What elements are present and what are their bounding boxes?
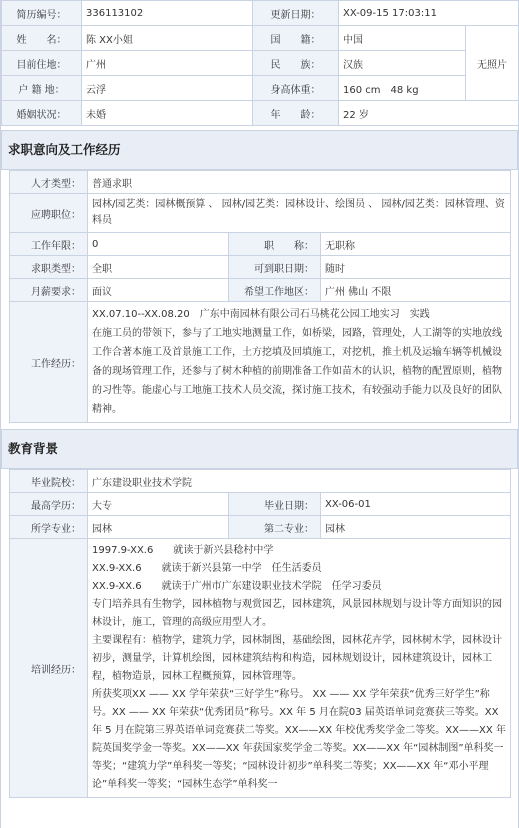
training-line: 主要课程有：植物学，建筑力学，园林制图，基础绘图，园林花卉学，园林树木学，园林设计初步，测量学，计算机绘图，园林建筑结构和构造，园林规划设计，园林建筑设计，园林工程，植物造景，园林工程概预算，园林管理等。 [92, 635, 502, 682]
school-value: 广东建设职业技术学院 [88, 470, 511, 493]
marital-value: 未婚 [82, 101, 253, 126]
job-type-value: 全职 [88, 256, 229, 279]
job-title-label: 职 称： [229, 233, 321, 256]
years-value: 0 [88, 233, 229, 256]
training-line: 专门培养具有生物学，园林植物与观赏园艺，园林建筑，风景园林规划与设计等方面知识的园林设计，施工，管理的高级应用型人才。 [92, 599, 502, 628]
name-value: 陈 XX小姐 [82, 26, 253, 51]
resume-no-label: 简历编号： [2, 1, 82, 26]
job-title-value: 无职称 [321, 233, 511, 256]
training-label: 培训经历： [10, 539, 88, 798]
job-table [9, 170, 511, 423]
major-value: 园林 [88, 516, 229, 539]
marital-label: 婚姻状况： [2, 101, 82, 126]
nationality-value: 中国 [339, 26, 466, 51]
updated-label: 更新日期： [253, 1, 339, 26]
hukou-value: 云浮 [82, 76, 253, 101]
major-label: 所学专业： [10, 516, 88, 539]
degree-value: 大专 [88, 493, 229, 516]
training-line: XX.9-XX.6 就读于新兴县第一中学 任生活委员 [92, 563, 322, 574]
experience-label: 工作经历： [10, 302, 88, 423]
education-table [9, 469, 511, 798]
nationality-label: 国 籍： [253, 26, 339, 51]
available-label: 可到职日期： [229, 256, 321, 279]
applied-value: 园林/园艺类：园林概预算 、 园林/园艺类：园林设计、绘图员 、 园林/园艺类：园林管理、资料员 [88, 194, 511, 233]
job-type-label: 求职类型： [10, 256, 88, 279]
grad-value: XX-06-01 [321, 493, 511, 516]
age-label: 年 龄： [253, 101, 339, 126]
training-line: 1997.9-XX.6 就读于新兴县稔村中学 [92, 545, 274, 556]
talent-type-label: 人才类型： [10, 171, 88, 194]
talent-type-value: 普通求职 [88, 171, 511, 194]
section-title-education: 教育背景 [1, 429, 518, 469]
training-value [88, 539, 511, 798]
location-label: 希望工作地区： [229, 279, 321, 302]
basic-info-table [1, 0, 519, 126]
resume-no-value: 336113102 [82, 1, 253, 26]
experience-value [88, 302, 511, 423]
height-weight-label: 身高体重： [253, 76, 339, 101]
training-line: 所获奖项XX —— XX 学年荣获“三好学生”称号。 XX —— XX 学年荣获“优秀三好学生”称号。XX —— XX 年荣获“优秀团员”称号。XX 年 5 月在院03 届英语单词竞赛获三等奖。XX 年 5 月在院第三界英语单词竞赛获二等奖。XX——XX 年校优秀奖学金二等奖。XX——XX 年院英国奖学金一等奖。XX——XX 年获国家奖学金二等奖。XX——XX 年“园林制图”单科奖一等奖；“建筑力学”单科奖一等奖；“园林设计初步”单科奖二等奖；XX——XX 年“邓小平理论”单科奖一等奖；“园林生态学”单科奖一 [92, 689, 506, 790]
ethnicity-value: 汉族 [339, 51, 466, 76]
degree-label: 最高学历： [10, 493, 88, 516]
updated-value: XX-09-15 17:03:11 [339, 1, 519, 26]
residence-value: 广州 [82, 51, 253, 76]
applied-label: 应聘职位： [10, 194, 88, 233]
second-major-label: 第二专业： [229, 516, 321, 539]
salary-value: 面议 [88, 279, 229, 302]
age-value: 22 岁 [339, 101, 519, 126]
height-weight-value: 160 cm 48 kg [339, 76, 466, 101]
residence-label: 目前住地： [2, 51, 82, 76]
training-line: XX.9-XX.6 就读于广州市广东建设职业技术学院 任学习委员 [92, 581, 382, 592]
name-label: 姓 名： [2, 26, 82, 51]
experience-line: 在施工员的带领下，参与了工地实地测量工作，如桥梁，园路，管理处，人工湖等的实地放线工作合著本施工及首景施工工作，土方挖填及回填施工，对挖机，推土机及运输车辆等机械设备的现场管理工作，还参与了树木种植的前期准备工作如苗木的认识，植物的配置原则，植物的习性等。能虚心与工地施工技术人员交流，探讨施工技术，有较强动手能力以及良好的团队精神。 [92, 328, 502, 415]
available-value: 随时 [321, 256, 511, 279]
school-label: 毕业院校： [10, 470, 88, 493]
photo-placeholder: 无照片 [466, 26, 519, 101]
second-major-value: 园林 [321, 516, 511, 539]
grad-label: 毕业日期： [229, 493, 321, 516]
section-title-job: 求职意向及工作经历 [1, 130, 518, 170]
experience-line: XX.07.10--XX.08.20 广东中南园林有限公司石马桃花公园工地实习 实践 [92, 309, 430, 320]
location-value: 广州 佛山 不限 [321, 279, 511, 302]
ethnicity-label: 民 族： [253, 51, 339, 76]
salary-label: 月薪要求： [10, 279, 88, 302]
hukou-label: 户 籍 地： [2, 76, 82, 101]
years-label: 工作年限： [10, 233, 88, 256]
